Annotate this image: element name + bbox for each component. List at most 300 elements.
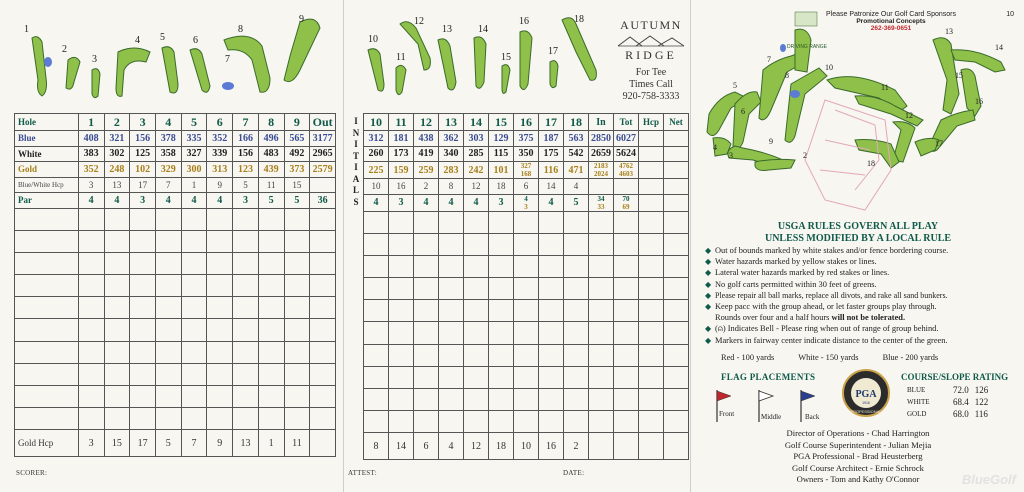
- svg-text:18: 18: [867, 159, 875, 168]
- score-cell[interactable]: [130, 230, 156, 252]
- score-entry-row[interactable]: [15, 408, 336, 430]
- score-cell[interactable]: [233, 252, 259, 274]
- score-cell[interactable]: [130, 208, 156, 230]
- score-cell[interactable]: [389, 389, 414, 411]
- score-cell[interactable]: [104, 230, 130, 252]
- score-entry-row[interactable]: [364, 389, 689, 411]
- score-cell[interactable]: [389, 300, 414, 322]
- score-cell[interactable]: [104, 386, 130, 408]
- score-cell[interactable]: [464, 233, 489, 255]
- score-cell[interactable]: [78, 319, 104, 341]
- score-cell[interactable]: [439, 344, 464, 366]
- score-cell[interactable]: [130, 297, 156, 319]
- score-cell[interactable]: [181, 319, 207, 341]
- score-cell[interactable]: [258, 230, 284, 252]
- score-cell[interactable]: [589, 322, 614, 344]
- score-cell[interactable]: [514, 389, 539, 411]
- score-entry-row[interactable]: [15, 319, 336, 341]
- score-entry-row[interactable]: [364, 411, 689, 433]
- driving-range-label: DRIVING RANGE: [786, 44, 828, 50]
- score-cell[interactable]: [181, 275, 207, 297]
- score-cell[interactable]: [489, 322, 514, 344]
- score-cell[interactable]: [15, 386, 79, 408]
- score-cell[interactable]: [589, 366, 614, 388]
- score-cell[interactable]: [364, 411, 389, 433]
- score-cell[interactable]: [130, 408, 156, 430]
- score-cell[interactable]: [514, 411, 539, 433]
- score-entry-row[interactable]: [364, 233, 689, 255]
- score-cell[interactable]: [181, 230, 207, 252]
- score-cell[interactable]: [539, 233, 564, 255]
- score-cell[interactable]: [284, 408, 310, 430]
- score-cell[interactable]: [181, 252, 207, 274]
- score-cell[interactable]: [389, 233, 414, 255]
- hole-2-fairway: [66, 57, 80, 89]
- rule-item: ◆ No golf carts permitted within 30 feet of greens.: [705, 279, 877, 289]
- score-cell[interactable]: [284, 319, 310, 341]
- score-entry-row[interactable]: [15, 297, 336, 319]
- score-cell[interactable]: [15, 408, 79, 430]
- score-cell[interactable]: [489, 411, 514, 433]
- score-cell[interactable]: [564, 233, 589, 255]
- score-cell[interactable]: [589, 411, 614, 433]
- score-cell[interactable]: [181, 341, 207, 363]
- score-cell[interactable]: [78, 252, 104, 274]
- score-cell[interactable]: [539, 322, 564, 344]
- score-entry-row[interactable]: [364, 366, 689, 388]
- score-entry-row[interactable]: [364, 300, 689, 322]
- score-cell[interactable]: [233, 319, 259, 341]
- score-cell[interactable]: [414, 300, 439, 322]
- score-cell[interactable]: [207, 386, 233, 408]
- score-cell[interactable]: [207, 319, 233, 341]
- score-cell[interactable]: [614, 389, 639, 411]
- score-entry-row[interactable]: [364, 278, 689, 300]
- hole-thumbnails-1-9: [0, 0, 343, 112]
- score-cell[interactable]: [78, 297, 104, 319]
- score-cell[interactable]: [589, 300, 614, 322]
- score-cell[interactable]: [439, 322, 464, 344]
- score-cell[interactable]: [664, 233, 689, 255]
- score-cell[interactable]: [589, 255, 614, 277]
- score-entry-row[interactable]: [15, 341, 336, 363]
- score-entry-row[interactable]: [364, 322, 689, 344]
- score-cell[interactable]: [664, 322, 689, 344]
- score-cell[interactable]: [489, 278, 514, 300]
- score-cell[interactable]: [614, 322, 639, 344]
- score-cell[interactable]: [155, 363, 181, 385]
- score-cell[interactable]: [414, 255, 439, 277]
- score-cell[interactable]: [464, 211, 489, 233]
- score-entry-row[interactable]: [15, 386, 336, 408]
- score-cell[interactable]: [155, 230, 181, 252]
- score-cell[interactable]: [130, 363, 156, 385]
- course-map: [695, 10, 1021, 220]
- score-cell[interactable]: [639, 211, 664, 233]
- score-cell[interactable]: [514, 322, 539, 344]
- score-cell[interactable]: [78, 275, 104, 297]
- score-cell[interactable]: [389, 411, 414, 433]
- score-cell[interactable]: [233, 363, 259, 385]
- score-cell[interactable]: [414, 233, 439, 255]
- score-cell[interactable]: [514, 366, 539, 388]
- score-cell[interactable]: [104, 297, 130, 319]
- score-cell[interactable]: [258, 386, 284, 408]
- score-cell[interactable]: [78, 408, 104, 430]
- score-cell[interactable]: [258, 408, 284, 430]
- score-cell[interactable]: [15, 341, 79, 363]
- score-cell[interactable]: [489, 211, 514, 233]
- score-cell[interactable]: [564, 344, 589, 366]
- score-cell[interactable]: [284, 297, 310, 319]
- hole-16-par-split: 4 3: [514, 194, 539, 211]
- autumn-ridge-logo: AUTUMN RIDGE For Tee Times Call 920-758-3333: [613, 18, 689, 103]
- score-entry-row[interactable]: [364, 255, 689, 277]
- player-score-rows[interactable]: [364, 211, 689, 433]
- score-cell[interactable]: [489, 366, 514, 388]
- score-cell[interactable]: [284, 341, 310, 363]
- score-cell[interactable]: [614, 278, 639, 300]
- score-cell[interactable]: [181, 408, 207, 430]
- score-cell[interactable]: [614, 255, 639, 277]
- middle-flag-label: Middle: [761, 413, 782, 421]
- score-entry-row[interactable]: [15, 230, 336, 252]
- score-cell[interactable]: [284, 230, 310, 252]
- svg-text:10: 10: [368, 34, 378, 45]
- score-cell[interactable]: [539, 366, 564, 388]
- pga-professional-badge: [841, 368, 891, 418]
- score-cell[interactable]: [155, 386, 181, 408]
- score-cell[interactable]: [284, 208, 310, 230]
- map-hole-range: [795, 29, 811, 72]
- score-cell[interactable]: [284, 275, 310, 297]
- score-cell[interactable]: [664, 211, 689, 233]
- svg-text:2: 2: [803, 151, 807, 160]
- back-flag-label: Back: [805, 413, 820, 421]
- score-cell[interactable]: [464, 344, 489, 366]
- score-cell[interactable]: [258, 297, 284, 319]
- score-cell[interactable]: [310, 297, 336, 319]
- score-cell[interactable]: [155, 275, 181, 297]
- score-cell[interactable]: [439, 300, 464, 322]
- score-cell[interactable]: [310, 408, 336, 430]
- score-cell[interactable]: [284, 252, 310, 274]
- score-cell[interactable]: [233, 341, 259, 363]
- score-cell[interactable]: [207, 297, 233, 319]
- score-entry-row[interactable]: [15, 363, 336, 385]
- score-cell[interactable]: [589, 233, 614, 255]
- score-cell[interactable]: [181, 363, 207, 385]
- score-cell[interactable]: [539, 344, 564, 366]
- score-cell[interactable]: [514, 278, 539, 300]
- hole-10-fairway: [368, 49, 384, 91]
- rule-item: ◆ Out of bounds marked by white stakes and/or fence bordering course.: [705, 246, 949, 255]
- score-cell[interactable]: [414, 366, 439, 388]
- score-cell[interactable]: [589, 278, 614, 300]
- score-cell[interactable]: [364, 300, 389, 322]
- score-cell[interactable]: [539, 389, 564, 411]
- course-info-panel: [690, 0, 1024, 492]
- score-cell[interactable]: [464, 255, 489, 277]
- score-cell[interactable]: [78, 230, 104, 252]
- score-cell[interactable]: [489, 344, 514, 366]
- score-cell[interactable]: [104, 363, 130, 385]
- score-cell[interactable]: [539, 300, 564, 322]
- score-cell[interactable]: [155, 297, 181, 319]
- score-cell[interactable]: [439, 278, 464, 300]
- front-flag-icon: [711, 388, 751, 424]
- svg-text:5: 5: [733, 81, 737, 90]
- score-cell[interactable]: [155, 319, 181, 341]
- scorer-label: SCORER:: [16, 469, 48, 477]
- score-cell[interactable]: [310, 386, 336, 408]
- score-cell[interactable]: [639, 322, 664, 344]
- score-cell[interactable]: [664, 255, 689, 277]
- score-cell[interactable]: [664, 389, 689, 411]
- score-cell[interactable]: [439, 366, 464, 388]
- score-cell[interactable]: [414, 344, 439, 366]
- score-cell[interactable]: [564, 211, 589, 233]
- score-cell[interactable]: [104, 252, 130, 274]
- svg-text:8: 8: [238, 24, 243, 35]
- score-entry-row[interactable]: [364, 211, 689, 233]
- score-cell[interactable]: [639, 255, 664, 277]
- score-cell[interactable]: [564, 389, 589, 411]
- flag-placements-heading: FLAG PLACEMENTS: [721, 372, 816, 382]
- score-cell[interactable]: [539, 411, 564, 433]
- score-cell[interactable]: [564, 366, 589, 388]
- score-cell[interactable]: [233, 230, 259, 252]
- score-cell[interactable]: [207, 230, 233, 252]
- score-cell[interactable]: [104, 319, 130, 341]
- score-cell[interactable]: [464, 389, 489, 411]
- score-cell[interactable]: [439, 411, 464, 433]
- score-cell[interactable]: [78, 208, 104, 230]
- score-cell[interactable]: [589, 211, 614, 233]
- score-cell[interactable]: [564, 322, 589, 344]
- score-cell[interactable]: [364, 278, 389, 300]
- score-cell[interactable]: [389, 344, 414, 366]
- score-cell[interactable]: [639, 344, 664, 366]
- score-cell[interactable]: [439, 233, 464, 255]
- back-hole-diagrams: [344, 0, 612, 112]
- score-cell[interactable]: [130, 386, 156, 408]
- score-entry-row[interactable]: [364, 344, 689, 366]
- score-cell[interactable]: [15, 363, 79, 385]
- score-cell[interactable]: [514, 300, 539, 322]
- score-cell[interactable]: [15, 208, 79, 230]
- score-cell[interactable]: [414, 411, 439, 433]
- score-cell[interactable]: [207, 363, 233, 385]
- score-cell[interactable]: [564, 411, 589, 433]
- score-cell[interactable]: [614, 300, 639, 322]
- score-cell[interactable]: [181, 297, 207, 319]
- score-cell[interactable]: [364, 233, 389, 255]
- score-cell[interactable]: [439, 255, 464, 277]
- hole-row: Hole 1 2 3 4 5 6 7 8 9 Out: [15, 114, 336, 131]
- score-cell[interactable]: [130, 275, 156, 297]
- score-cell[interactable]: [439, 211, 464, 233]
- score-cell[interactable]: [155, 208, 181, 230]
- score-cell[interactable]: [78, 341, 104, 363]
- score-cell[interactable]: [564, 278, 589, 300]
- score-cell[interactable]: [207, 275, 233, 297]
- score-cell[interactable]: [414, 389, 439, 411]
- score-cell[interactable]: [258, 252, 284, 274]
- score-cell[interactable]: [514, 233, 539, 255]
- score-cell[interactable]: [258, 341, 284, 363]
- score-cell[interactable]: [284, 363, 310, 385]
- score-cell[interactable]: [310, 319, 336, 341]
- score-entry-row[interactable]: [15, 208, 336, 230]
- score-cell[interactable]: [130, 252, 156, 274]
- front-hole-diagrams: [0, 0, 343, 112]
- score-cell[interactable]: [664, 344, 689, 366]
- score-cell[interactable]: [414, 322, 439, 344]
- score-cell[interactable]: [258, 319, 284, 341]
- score-cell[interactable]: [539, 211, 564, 233]
- score-cell[interactable]: [564, 300, 589, 322]
- front-nine-panel: [0, 0, 343, 492]
- score-cell[interactable]: [414, 211, 439, 233]
- score-cell[interactable]: [364, 389, 389, 411]
- score-cell[interactable]: [639, 411, 664, 433]
- score-cell[interactable]: [155, 341, 181, 363]
- score-cell[interactable]: [614, 211, 639, 233]
- score-cell[interactable]: [639, 233, 664, 255]
- score-cell[interactable]: [284, 386, 310, 408]
- svg-text:4: 4: [135, 35, 140, 46]
- score-cell[interactable]: [439, 389, 464, 411]
- score-cell[interactable]: [78, 363, 104, 385]
- score-cell[interactable]: [104, 275, 130, 297]
- score-cell[interactable]: [664, 300, 689, 322]
- score-cell[interactable]: [564, 255, 589, 277]
- score-cell[interactable]: [589, 389, 614, 411]
- score-cell[interactable]: [589, 344, 614, 366]
- score-cell[interactable]: [514, 344, 539, 366]
- score-cell[interactable]: [130, 319, 156, 341]
- score-cell[interactable]: [155, 252, 181, 274]
- score-cell[interactable]: [389, 366, 414, 388]
- svg-text:17: 17: [548, 46, 558, 57]
- score-cell[interactable]: [464, 300, 489, 322]
- score-cell[interactable]: [233, 408, 259, 430]
- score-cell[interactable]: [464, 322, 489, 344]
- score-cell[interactable]: [389, 278, 414, 300]
- score-cell[interactable]: [489, 389, 514, 411]
- score-cell[interactable]: [78, 386, 104, 408]
- score-cell[interactable]: [364, 344, 389, 366]
- score-cell[interactable]: [181, 386, 207, 408]
- svg-text:15: 15: [955, 71, 963, 80]
- score-cell[interactable]: [614, 344, 639, 366]
- player-score-rows[interactable]: [15, 208, 336, 430]
- score-cell[interactable]: [233, 386, 259, 408]
- score-cell[interactable]: [233, 275, 259, 297]
- score-cell[interactable]: [258, 275, 284, 297]
- score-cell[interactable]: [233, 208, 259, 230]
- score-cell[interactable]: [310, 363, 336, 385]
- sponsor-block: Please Patronize Our Golf Card Sponsors Promotional Concepts 262-369-0651: [826, 11, 956, 32]
- score-cell[interactable]: [489, 255, 514, 277]
- score-cell[interactable]: [364, 366, 389, 388]
- score-cell[interactable]: [614, 233, 639, 255]
- score-cell[interactable]: [207, 341, 233, 363]
- hole-1-fairway: [32, 37, 47, 96]
- score-cell[interactable]: [155, 408, 181, 430]
- score-cell[interactable]: [639, 366, 664, 388]
- score-cell[interactable]: [514, 255, 539, 277]
- score-cell[interactable]: [15, 230, 79, 252]
- score-cell[interactable]: [389, 255, 414, 277]
- score-cell[interactable]: [464, 278, 489, 300]
- score-cell[interactable]: [15, 297, 79, 319]
- score-cell[interactable]: [104, 208, 130, 230]
- score-cell[interactable]: [207, 208, 233, 230]
- initials-label: I N I T I A L S: [352, 116, 360, 207]
- score-cell[interactable]: [664, 411, 689, 433]
- score-cell[interactable]: [389, 211, 414, 233]
- score-cell[interactable]: [15, 252, 79, 274]
- score-cell[interactable]: [364, 211, 389, 233]
- score-entry-row[interactable]: [15, 275, 336, 297]
- score-cell[interactable]: [181, 208, 207, 230]
- score-cell[interactable]: [310, 208, 336, 230]
- score-cell[interactable]: [664, 366, 689, 388]
- white-yardage-row: White 383 302 125 358 327 339 156 483 492 2965: [15, 146, 336, 162]
- score-cell[interactable]: [414, 278, 439, 300]
- score-cell[interactable]: [310, 230, 336, 252]
- score-cell[interactable]: [489, 233, 514, 255]
- score-cell[interactable]: [639, 300, 664, 322]
- score-cell[interactable]: [15, 319, 79, 341]
- score-cell[interactable]: [258, 208, 284, 230]
- score-cell[interactable]: [364, 255, 389, 277]
- score-cell[interactable]: [389, 322, 414, 344]
- score-cell[interactable]: [258, 363, 284, 385]
- score-cell[interactable]: [639, 278, 664, 300]
- svg-text:11: 11: [396, 52, 406, 63]
- hole-16-fairway: [520, 31, 532, 90]
- score-entry-row[interactable]: [15, 252, 336, 274]
- logo-emblem: [616, 34, 686, 48]
- score-cell[interactable]: [464, 411, 489, 433]
- score-cell[interactable]: [310, 341, 336, 363]
- score-cell[interactable]: [207, 408, 233, 430]
- score-cell[interactable]: [15, 275, 79, 297]
- score-cell[interactable]: [310, 275, 336, 297]
- score-cell[interactable]: [614, 366, 639, 388]
- score-cell[interactable]: [104, 408, 130, 430]
- score-cell[interactable]: [614, 411, 639, 433]
- score-cell[interactable]: [639, 389, 664, 411]
- score-cell[interactable]: [489, 300, 514, 322]
- score-cell[interactable]: [539, 255, 564, 277]
- score-cell[interactable]: [664, 278, 689, 300]
- score-cell[interactable]: [207, 252, 233, 274]
- score-cell[interactable]: [104, 341, 130, 363]
- score-cell[interactable]: [364, 322, 389, 344]
- score-cell[interactable]: [130, 341, 156, 363]
- score-cell[interactable]: [464, 366, 489, 388]
- score-cell[interactable]: [514, 211, 539, 233]
- svg-text:1: 1: [24, 24, 29, 35]
- score-cell[interactable]: [233, 297, 259, 319]
- score-cell[interactable]: [539, 278, 564, 300]
- score-cell[interactable]: [310, 252, 336, 274]
- svg-text:18: 18: [574, 14, 584, 25]
